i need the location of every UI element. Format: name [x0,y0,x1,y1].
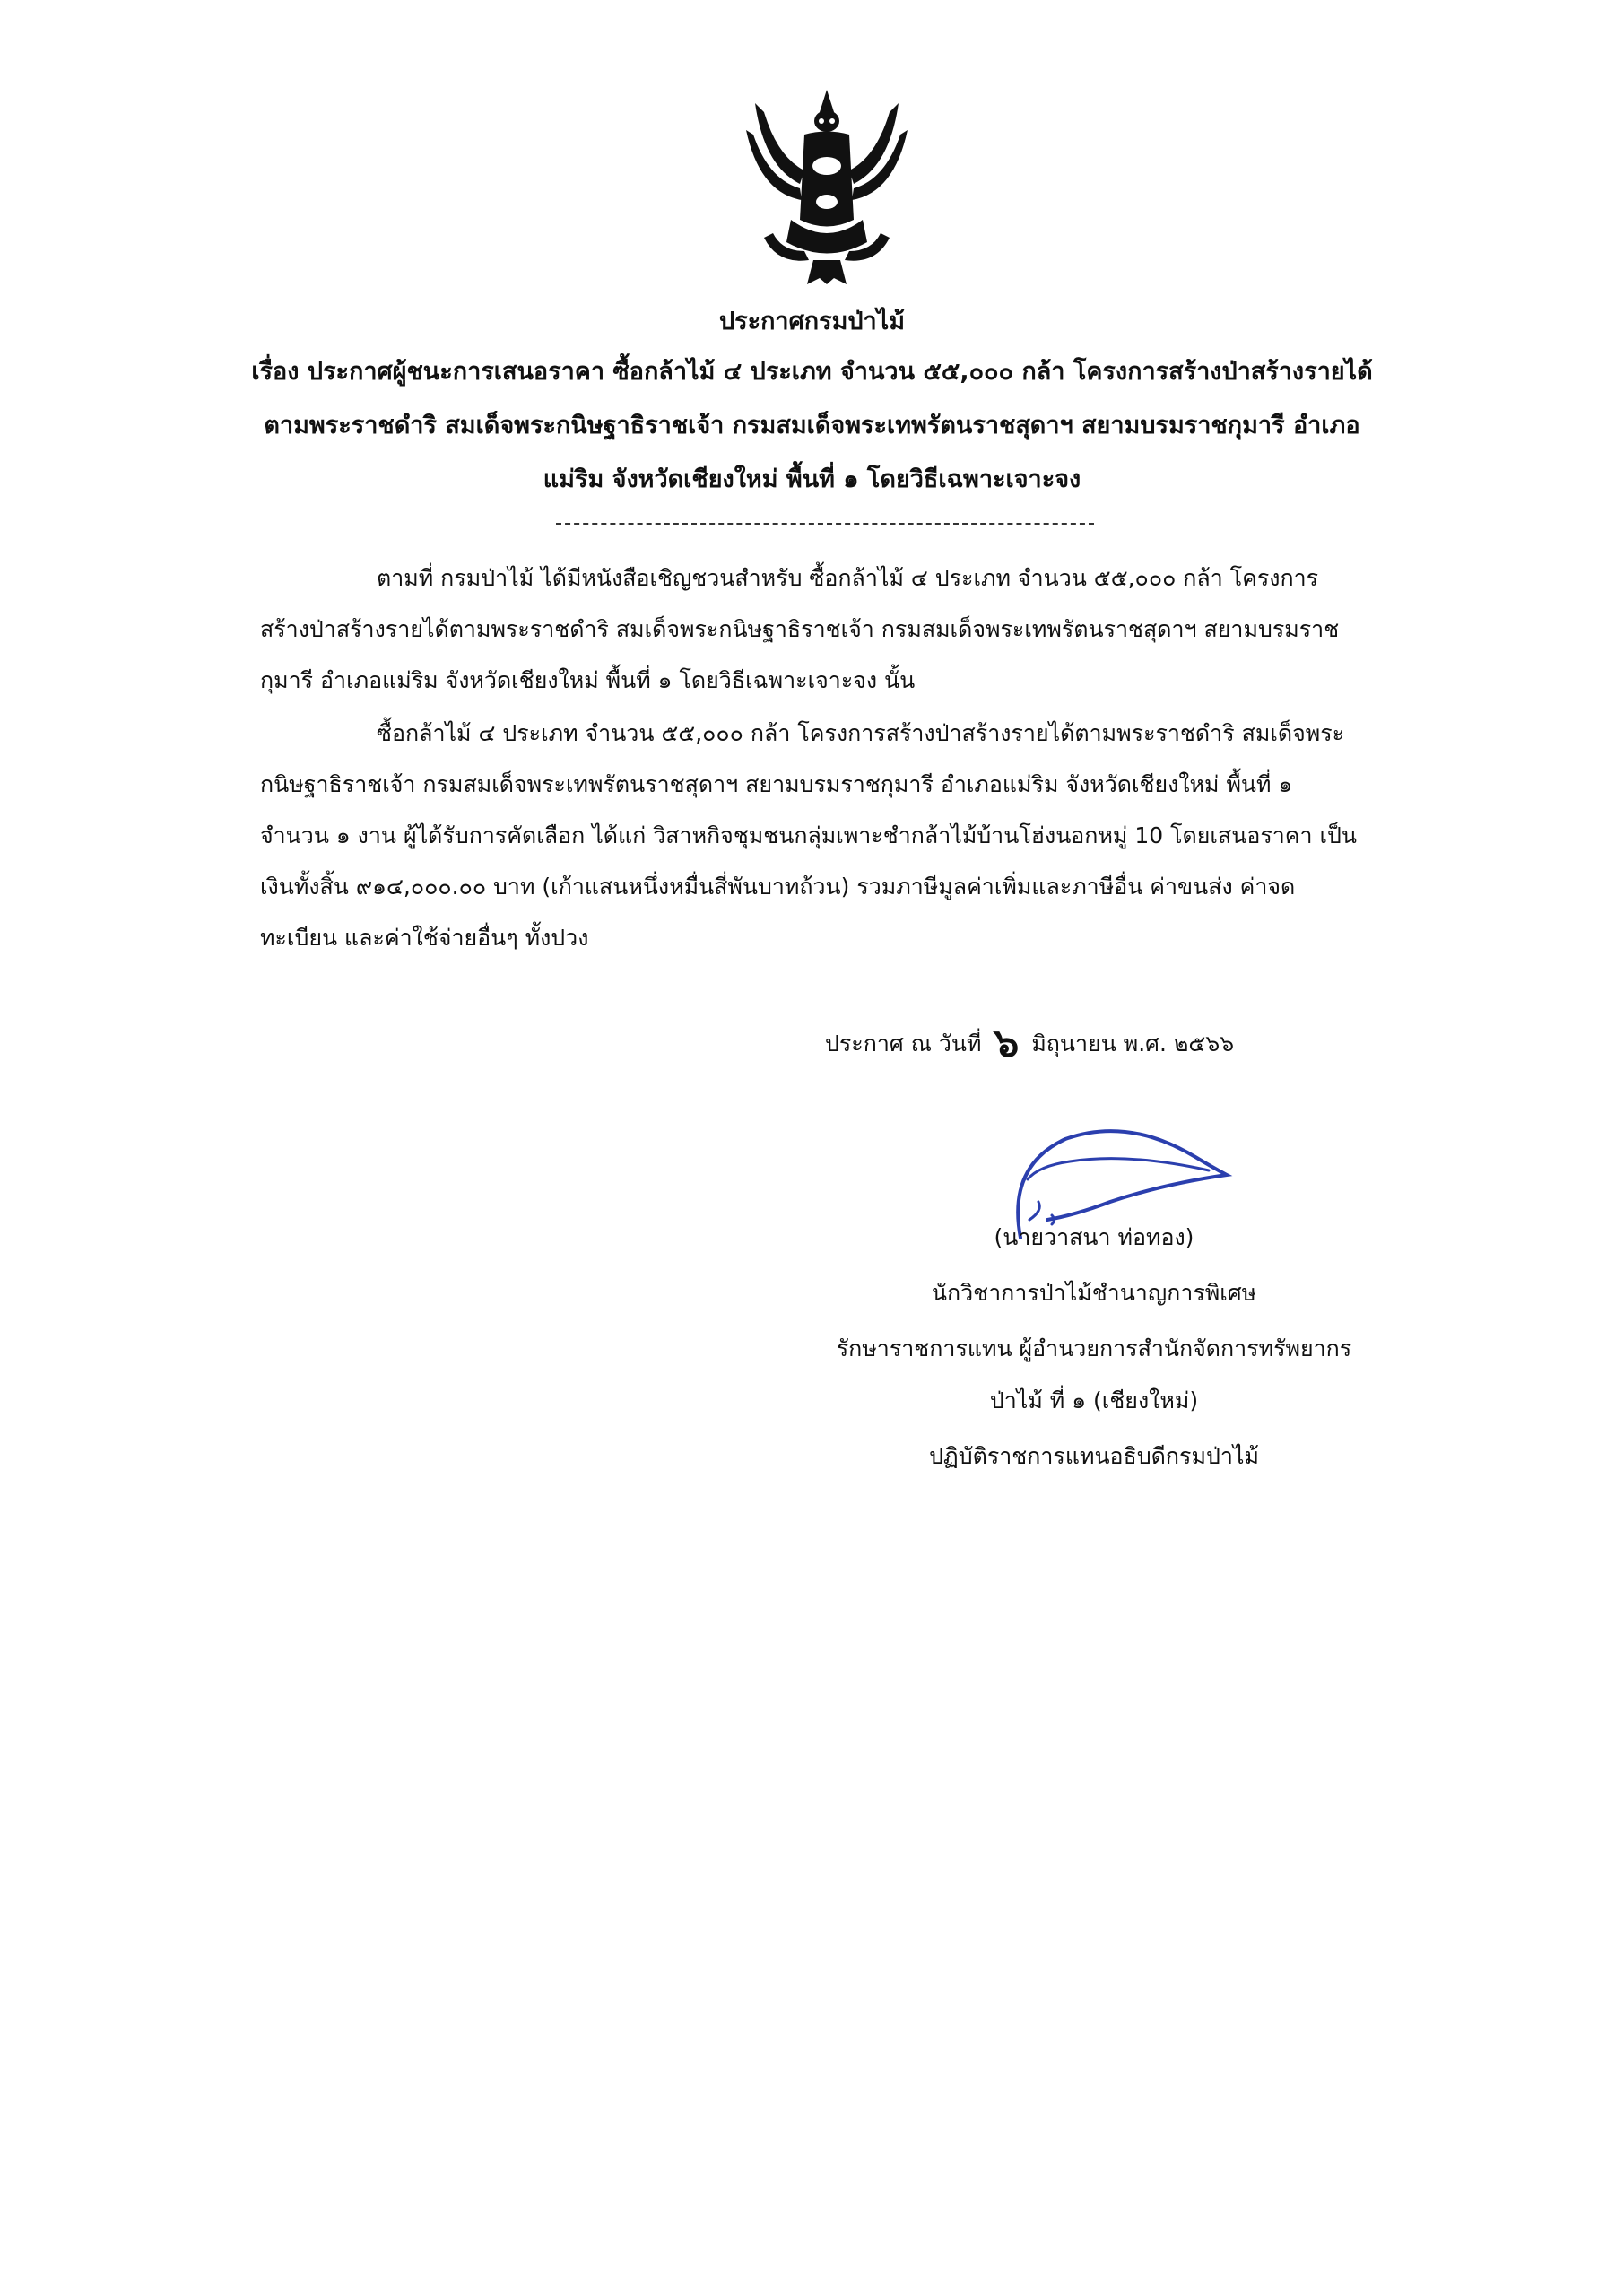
paragraph-line: กุมารี อำเภอแม่ริม จังหวัดเชียงใหม่ พื้นที่ ๑ โดยวิธีเฉพาะเจาะจง นั้น [260,667,916,693]
announcement-title: ประกาศกรมป่าไม้ [718,308,906,335]
subject-line: ตามพระราชดำริ สมเด็จพระกนิษฐาธิราชเจ้า กรมสมเด็จพระเทพรัตนราชสุดาฯ สยามบรมราชกุมารี อำเภอ [264,412,1360,439]
paragraph-line: กนิษฐาธิราชเจ้า กรมสมเด็จพระเทพรัตนราชสุดาฯ สยามบรมราชกุมารี อำเภอแม่ริม จังหวัดเชียงใหม่ พื้นที่ ๑ [260,771,1293,797]
subject-line: เรื่อง ประกาศผู้ชนะการเสนอราคา ซื้อกล้าไม้ ๔ ประเภท จำนวน ๕๕,๐๐๐ กล้า โครงการสร้างป่าสร้างรายได้ [251,358,1373,386]
date-day: ๖ [994,1021,1020,1066]
date-month-year: มิถุนายน พ.ศ. ๒๕๖๖ [1031,1031,1235,1057]
paragraph-line: เงินทั้งสิ้น ๙๑๔,๐๐๐.๐๐ บาท (เก้าแสนหนึ่งหมื่นสี่พันบาทถ้วน) รวมภาษีมูลค่าเพิ่มและภาษีอื่น ค่าขนส่ง ค่าจด [260,874,1296,900]
announcement-date [825,1012,1234,1074]
acting-position: ป่าไม้ ที่ ๑ (เชียงใหม่) [989,1387,1199,1413]
paragraph-line: ตามที่ กรมป่าไม้ ได้มีหนังสือเชิญชวนสำหรับ ซื้อกล้าไม้ ๔ ประเภท จำนวน ๕๕,๐๐๐ กล้า โครงการ [377,565,1319,591]
signatory-name: (นายวาสนา ท่อทอง) [994,1224,1194,1250]
signatory-position: นักวิชาการป่าไม้ชำนาญการพิเศษ [931,1280,1257,1306]
paragraph-line: จำนวน ๑ งาน ผู้ได้รับการคัดเลือก ได้แก่ วิสาหกิจชุมชนกลุ่มเพาะชำกล้าไม้บ้านโฮ่งนอกหมู่ 10 โดยเสนอราคา เป็น [260,822,1358,848]
paragraph-line: ทะเบียน และค่าใช้จ่ายอื่นๆ ทั้งปวง [260,925,589,951]
subject-line: แม่ริม จังหวัดเชียงใหม่ พื้นที่ ๑ โดยวิธีเฉพาะเจาะจง [543,465,1081,493]
acting-position: รักษาราชการแทน ผู้อำนวยการสำนักจัดการทรัพยากร [836,1335,1352,1361]
date-prefix: ประกาศ ณ วันที่ [825,1031,982,1057]
on-behalf-line: ปฏิบัติราชการแทนอธิบดีกรมป่าไม้ [929,1443,1259,1469]
paragraph-line: สร้างป่าสร้างรายได้ตามพระราชดำริ สมเด็จพระกนิษฐาธิราชเจ้า กรมสมเด็จพระเทพรัตนราชสุดาฯ สยามบรมราช [260,616,1340,642]
dashed-divider [556,523,1094,525]
garuda-emblem [737,85,916,287]
paragraph-line: ซื้อกล้าไม้ ๔ ประเภท จำนวน ๕๕,๐๐๐ กล้า โครงการสร้างป่าสร้างรายได้ตามพระราชดำริ สมเด็จพระ [377,720,1345,746]
